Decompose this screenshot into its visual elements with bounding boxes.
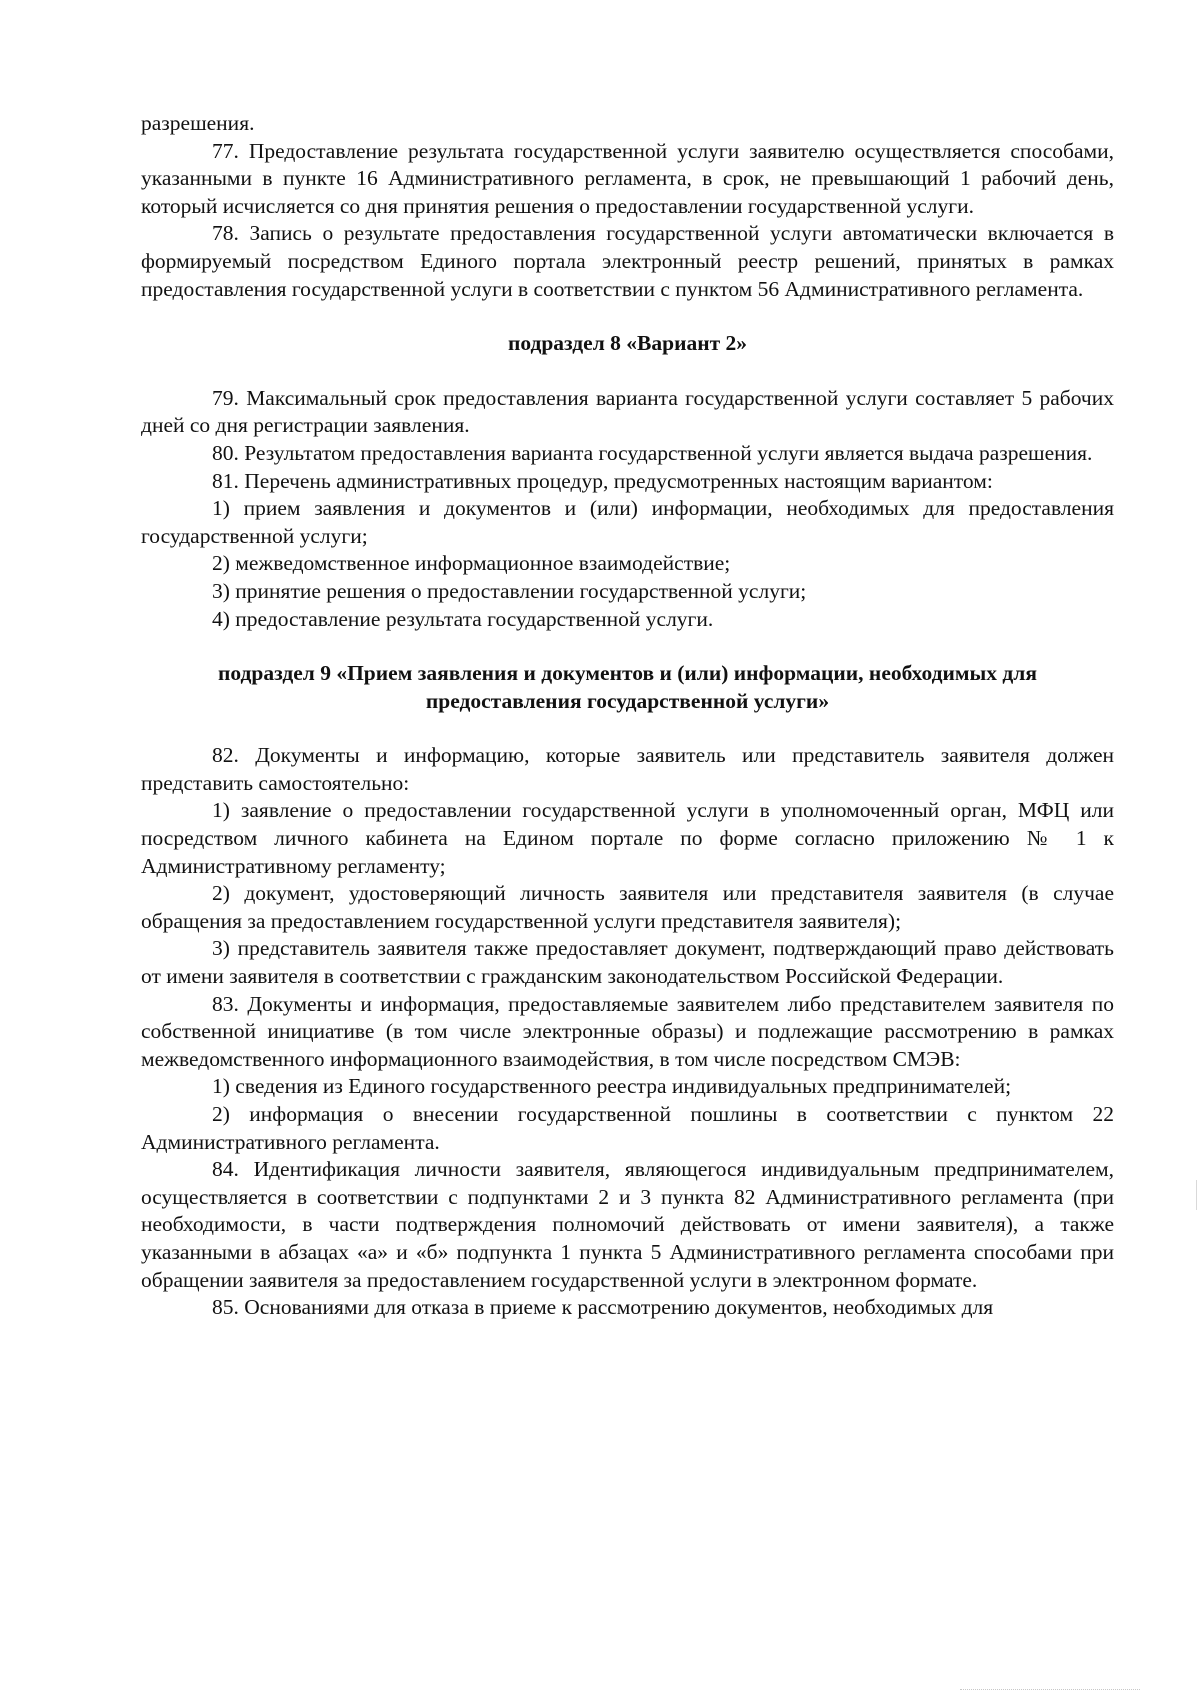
subsection-9-heading: подраздел 9 «Прием заявления и документов и (или) информации, необходимых для предоставления государственной услуги» bbox=[218, 661, 1037, 713]
list-item-83-2: 2) информация о внесении государственной пошлины в соответствии с пунктом 22 Административного регламента. bbox=[141, 1102, 1114, 1154]
list-item-81-4: 4) предоставление результата государственной услуги. bbox=[212, 606, 714, 631]
paragraph-77: 77. Предоставление результата государственной услуги заявителю осуществляется способами, указанными в пункте 16 Административного регламента, в срок, не превышающий 1 рабочий день, который исчисляется со дня принятия решения о предоставлении государственной услуги. bbox=[141, 138, 1114, 218]
list-item-82-1: 1) заявление о предоставлении государственной услуги в уполномоченный орган, МФЦ или посредством личного кабинета на Едином портале по форме согласно приложению № 1 к Административному регламенту; bbox=[141, 798, 1114, 878]
list-item-81-1: 1) прием заявления и документов и (или) информации, необходимых для предоставления государственной услуги; bbox=[141, 496, 1114, 548]
paragraph-79: 79. Максимальный срок предоставления варианта государственной услуги составляет 5 рабочих дней со дня регистрации заявления. bbox=[141, 385, 1114, 438]
list-item-82-3: 3) представитель заявителя также предоставляет документ, подтверждающий право действовать от имени заявителя в соответствии с гражданским законодательством Российской Федерации. bbox=[141, 936, 1114, 989]
list-item-81-2: 2) межведомственное информационное взаимодействие; bbox=[212, 551, 731, 576]
list-item-82-2: 2) документ, удостоверяющий личность заявителя или представителя заявителя (в случае обращения за предоставлением государственной услуги представителя заявителя); bbox=[141, 881, 1114, 933]
document-body bbox=[141, 110, 1114, 1322]
paragraph-82: 82. Документы и информацию, которые заявитель или представитель заявителя должен представить самостоятельно: bbox=[141, 743, 1114, 795]
scan-artifact-bottom bbox=[960, 1689, 1140, 1692]
subsection-8-heading: подраздел 8 «Вариант 2» bbox=[507, 331, 748, 356]
paragraph-80: 80. Результатом предоставления варианта государственной услуги является выдача разрешения. bbox=[212, 440, 1093, 465]
list-item-83-1: 1) сведения из Единого государственного реестра индивидуальных предпринимателей; bbox=[212, 1074, 1012, 1099]
paragraph-81: 81. Перечень административных процедур, предусмотренных настоящим вариантом: bbox=[212, 468, 993, 493]
scan-artifact-edge bbox=[1196, 1180, 1197, 1210]
paragraph-continuation: разрешения. bbox=[141, 111, 255, 135]
paragraph-85: 85. Основаниями для отказа в приеме к рассмотрению документов, необходимых для bbox=[212, 1295, 994, 1320]
paragraph-83: 83. Документы и информация, предоставляемые заявителем либо представителем заявителя по собственной инициативе (в том числе электронные образы) и подлежащие рассмотрению в рамках межведомственного информационного взаимодействия, в том числе посредством СМЭВ: bbox=[141, 991, 1114, 1071]
list-item-81-3: 3) принятие решения о предоставлении государственной услуги; bbox=[212, 578, 807, 603]
paragraph-78: 78. Запись о результате предоставления государственной услуги автоматически включается в формируемый посредством Единого портала электронный реестр решений, принятых в рамках предоставления государственной услуги в соответствии с пунктом 56 Административного регламента. bbox=[141, 221, 1114, 301]
paragraph-84: 84. Идентификация личности заявителя, являющегося индивидуальным предпринимателем, осуществляется в соответствии с подпунктами 2 и 3 пункта 82 Административного регламента (при необходимости, в части подтверждения полномочий действовать от имени заявителя), а также указанными в абзацах «а» и «б» подпункта 1 пункта 5 Административного регламента способами при обращении заявителя за предоставлением государственной услуги в электронном формате. bbox=[141, 1157, 1114, 1292]
